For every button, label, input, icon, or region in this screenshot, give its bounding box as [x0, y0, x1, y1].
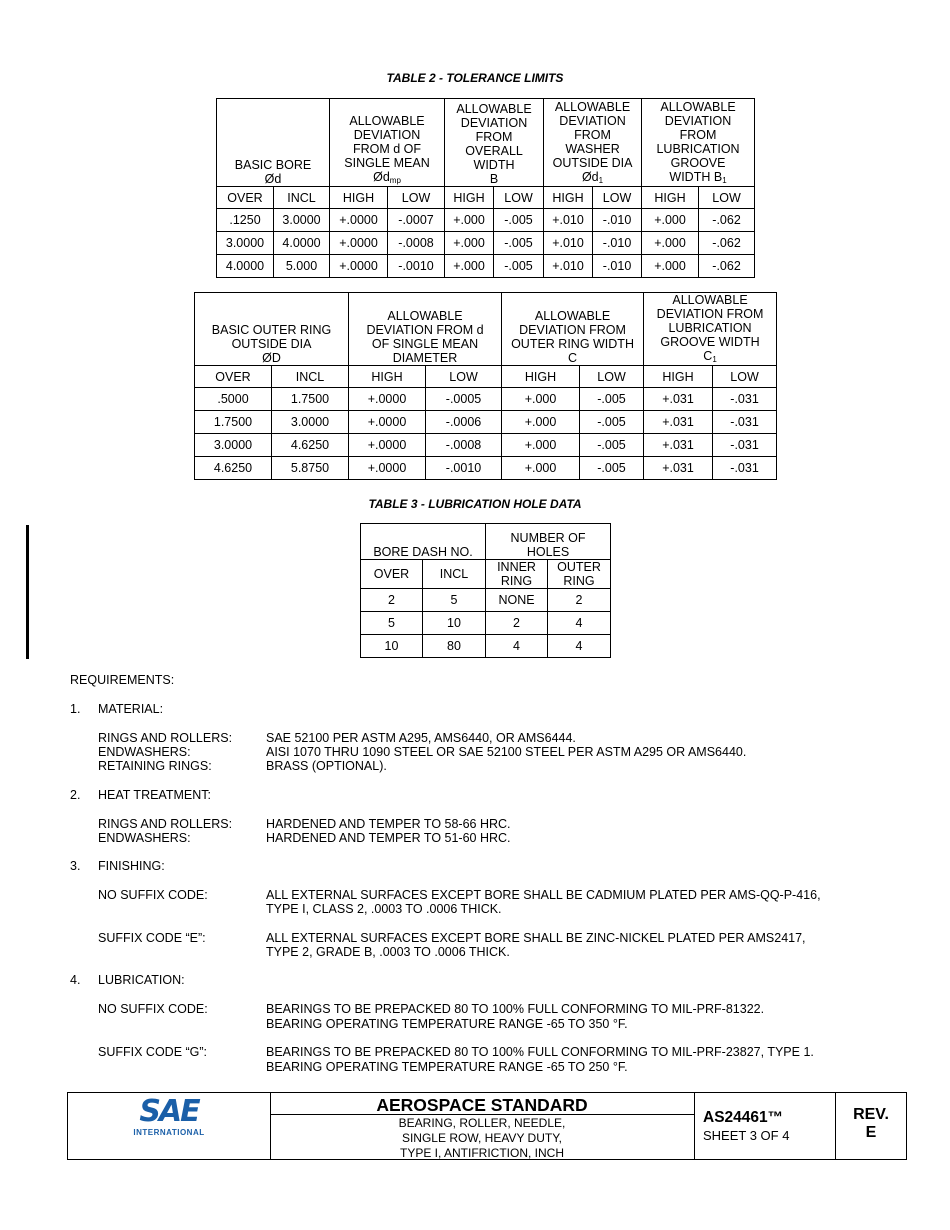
subheader-cell: LOW — [699, 187, 755, 209]
header-outer-ring-width: ALLOWABLE DEVIATION FROM OUTER RING WIDTH C — [502, 293, 644, 366]
table-cell: -.010 — [593, 232, 642, 255]
table-cell: -.005 — [580, 388, 644, 411]
req-value: BEARING OPERATING TEMPERATURE RANGE -65 TO 350 °F. — [266, 1017, 628, 1031]
header-groove-width: ALLOWABLE DEVIATION FROM LUBRICATION GROOVE WIDTH $B_1$ — [642, 99, 755, 187]
table-cell: 4.0000 — [217, 255, 274, 278]
header-single-mean: ALLOWABLE DEVIATION FROM d OF SINGLE MEAN $Ød_{mp}$ — [330, 99, 445, 187]
doc-number-cell — [695, 1093, 836, 1159]
table-cell: +.0000 — [330, 255, 388, 278]
table-row — [195, 434, 777, 457]
req-value: BRASS (OPTIONAL). — [266, 759, 387, 773]
table-row — [195, 457, 777, 480]
subheader-cell: INCL — [274, 187, 330, 209]
table-cell: 5 — [423, 589, 486, 612]
table-subheader-row — [361, 560, 611, 589]
tolerance-table-bore — [216, 98, 755, 278]
table-cell: -.0007 — [388, 209, 445, 232]
table-cell: +.000 — [502, 388, 580, 411]
subheader-cell: LOW — [494, 187, 544, 209]
req-value: BEARINGS TO BE PREPACKED 80 TO 100% FULL CONFORMING TO MIL-PRF-23827, TYPE 1. — [266, 1045, 814, 1059]
table-cell: 3.0000 — [195, 434, 272, 457]
revision-bar — [26, 525, 29, 659]
table-row — [217, 232, 755, 255]
table-cell: +.0000 — [330, 209, 388, 232]
table-cell: -.005 — [580, 411, 644, 434]
table-cell: -.005 — [580, 434, 644, 457]
table-row — [195, 411, 777, 434]
header-single-mean-diameter: ALLOWABLE DEVIATION FROM d OF SINGLE MEAN DIAMETER — [349, 293, 502, 366]
table-row — [217, 255, 755, 278]
table-cell: -.0006 — [426, 411, 502, 434]
table-header-row — [195, 293, 777, 366]
table-cell: +.000 — [642, 209, 699, 232]
table-cell: -.005 — [494, 232, 544, 255]
table-cell: -.0010 — [388, 255, 445, 278]
tolerance-table-outer-ring — [194, 292, 777, 480]
table-row — [217, 209, 755, 232]
subheader-cell: HIGH — [544, 187, 593, 209]
req-label: NO SUFFIX CODE: — [98, 1002, 208, 1016]
document-number: AS24461™ — [703, 1109, 784, 1126]
description-cell — [270, 1093, 695, 1159]
table-cell: +.010 — [544, 232, 593, 255]
req-label: RINGS AND ROLLERS: — [98, 731, 233, 745]
subheader-cell: OVER — [217, 187, 274, 209]
table-row — [361, 635, 611, 658]
subheader-cell: HIGH — [445, 187, 494, 209]
req-value: ALL EXTERNAL SURFACES EXCEPT BORE SHALL BE CADMIUM PLATED PER AMS-QQ-P-416, — [266, 888, 821, 902]
table-cell: 4 — [548, 635, 611, 658]
table2-title: TABLE 2 - TOLERANCE LIMITS — [386, 71, 564, 85]
table-cell: -.0010 — [426, 457, 502, 480]
table-cell: 2 — [486, 612, 548, 635]
req-label: RETAINING RINGS: — [98, 759, 212, 773]
req-label: SUFFIX CODE “G”: — [98, 1045, 208, 1059]
table-cell: -.031 — [713, 434, 777, 457]
section-number: 1. — [70, 702, 81, 716]
table-cell: -.005 — [580, 457, 644, 480]
table-cell: 1.7500 — [272, 388, 349, 411]
req-label: RINGS AND ROLLERS: — [98, 817, 233, 831]
header-outer-ring-od: BASIC OUTER RING OUTSIDE DIA ØD — [195, 293, 349, 366]
subheader-cell: LOW — [426, 366, 502, 388]
subheader-cell: LOW — [713, 366, 777, 388]
table-cell: +.000 — [445, 209, 494, 232]
table-cell: 4.6250 — [272, 434, 349, 457]
requirements-heading: REQUIREMENTS: — [70, 673, 175, 687]
lubrication-hole-table — [360, 523, 611, 658]
req-label: ENDWASHERS: — [98, 831, 191, 845]
table-subheader-row — [195, 366, 777, 388]
subheader-cell: INCL — [423, 560, 486, 589]
subheader-cell: OVER — [361, 560, 423, 589]
req-label: NO SUFFIX CODE: — [98, 888, 208, 902]
subheader-cell: LOW — [593, 187, 642, 209]
table-subheader-row — [217, 187, 755, 209]
table-cell: +.0000 — [349, 434, 426, 457]
table-cell: .5000 — [195, 388, 272, 411]
table-cell: -.005 — [494, 209, 544, 232]
table-cell: +.0000 — [349, 411, 426, 434]
subheader-cell: HIGH — [330, 187, 388, 209]
description-line: SINGLE ROW, HEAVY DUTY, — [401, 1131, 563, 1145]
subheader-cell: HIGH — [349, 366, 426, 388]
subheader-cell: INCL — [272, 366, 349, 388]
table-cell: -.0005 — [426, 388, 502, 411]
req-value: TYPE I, CLASS 2, .0003 TO .0006 THICK. — [266, 902, 502, 916]
req-value: HARDENED AND TEMPER TO 58-66 HRC. — [266, 817, 511, 831]
section-number: 3. — [70, 859, 81, 873]
table-cell: +.010 — [544, 209, 593, 232]
table-header-row — [217, 99, 755, 187]
section-title: HEAT TREATMENT: — [98, 788, 211, 802]
table-cell: +.031 — [644, 411, 713, 434]
table-cell: -.031 — [713, 457, 777, 480]
table-cell: 4.6250 — [195, 457, 272, 480]
table-cell: +.000 — [502, 434, 580, 457]
table-cell: 2 — [361, 589, 423, 612]
table-cell: -.062 — [699, 209, 755, 232]
table-cell: +.0000 — [349, 388, 426, 411]
table-cell: +.000 — [502, 411, 580, 434]
subheader-cell: HIGH — [642, 187, 699, 209]
table-cell: 1.7500 — [195, 411, 272, 434]
table-cell: 80 — [423, 635, 486, 658]
standard-title: AEROSPACE STANDARD — [270, 1093, 694, 1115]
table-row — [361, 589, 611, 612]
subheader-cell: LOW — [388, 187, 445, 209]
header-number-of-holes: NUMBER OF HOLES — [486, 524, 611, 560]
table-cell: -.0008 — [426, 434, 502, 457]
table-cell: +.000 — [445, 255, 494, 278]
subheader-cell: LOW — [580, 366, 644, 388]
table-cell: -.005 — [494, 255, 544, 278]
table-cell: 4 — [486, 635, 548, 658]
table-cell: +.000 — [642, 255, 699, 278]
table-row — [195, 388, 777, 411]
sae-logo-mark: SAE — [139, 1094, 199, 1129]
req-value: SAE 52100 PER ASTM A295, AMS6440, OR AMS6444. — [266, 731, 576, 745]
table-cell: +.0000 — [349, 457, 426, 480]
table-cell: +.031 — [644, 434, 713, 457]
table-cell: -.062 — [699, 255, 755, 278]
req-value: TYPE 2, GRADE B, .0003 TO .0006 THICK. — [266, 945, 510, 959]
table-cell: 3.0000 — [274, 209, 330, 232]
revision-value: E — [865, 1124, 877, 1141]
table-cell: 4.0000 — [274, 232, 330, 255]
table-cell: 2 — [548, 589, 611, 612]
section-number: 2. — [70, 788, 81, 802]
revision-cell — [836, 1093, 906, 1159]
table-cell: +.000 — [445, 232, 494, 255]
header-bore-dash-no: BORE DASH NO. — [361, 524, 486, 560]
section-title: FINISHING: — [98, 859, 165, 873]
sae-logo — [68, 1094, 270, 1137]
table-cell: 3.0000 — [272, 411, 349, 434]
subheader-cell: OUTER RING — [548, 560, 611, 589]
table-cell: -.0008 — [388, 232, 445, 255]
table-cell: -.062 — [699, 232, 755, 255]
logo-cell — [68, 1093, 271, 1159]
table-cell: NONE — [486, 589, 548, 612]
table-cell: -.031 — [713, 388, 777, 411]
section-title: MATERIAL: — [98, 702, 164, 716]
sheet-number: SHEET 3 OF 4 — [703, 1128, 790, 1143]
table-cell: 5.000 — [274, 255, 330, 278]
table-cell: -.010 — [593, 255, 642, 278]
req-label: SUFFIX CODE “E”: — [98, 931, 206, 945]
header-groove-width: ALLOWABLE DEVIATION FROM LUBRICATION GROOVE WIDTH $C_1$ — [644, 293, 777, 366]
table-cell: -.010 — [593, 209, 642, 232]
req-value: HARDENED AND TEMPER TO 51-60 HRC. — [266, 831, 511, 845]
table-cell: 10 — [361, 635, 423, 658]
req-value: BEARING OPERATING TEMPERATURE RANGE -65 TO 250 °F. — [266, 1060, 628, 1074]
table-cell: 10 — [423, 612, 486, 635]
req-label: ENDWASHERS: — [98, 745, 191, 759]
req-value: BEARINGS TO BE PREPACKED 80 TO 100% FULL CONFORMING TO MIL-PRF-81322. — [266, 1002, 765, 1016]
table-cell: +.031 — [644, 457, 713, 480]
table-header-row — [361, 524, 611, 560]
table-cell: +.0000 — [330, 232, 388, 255]
table-cell: +.010 — [544, 255, 593, 278]
header-washer-od: ALLOWABLE DEVIATION FROM WASHER OUTSIDE DIA $Ød_1$ — [544, 99, 642, 187]
subheader-cell: HIGH — [644, 366, 713, 388]
req-value: ALL EXTERNAL SURFACES EXCEPT BORE SHALL BE ZINC-NICKEL PLATED PER AMS2417, — [266, 931, 806, 945]
table-cell: +.000 — [642, 232, 699, 255]
subheader-cell: HIGH — [502, 366, 580, 388]
table-cell: +.031 — [644, 388, 713, 411]
table-cell: 3.0000 — [217, 232, 274, 255]
table3-title: TABLE 3 - LUBRICATION HOLE DATA — [368, 497, 582, 511]
section-title: LUBRICATION: — [98, 973, 185, 987]
title-block — [67, 1092, 907, 1160]
description-line: BEARING, ROLLER, NEEDLE, — [398, 1116, 566, 1130]
table-cell: 5 — [361, 612, 423, 635]
sae-logo-subtext: INTERNATIONAL — [133, 1128, 205, 1137]
description-line: TYPE I, ANTIFRICTION, INCH — [399, 1146, 564, 1160]
subheader-cell: INNER RING — [486, 560, 548, 589]
revision-label: REV. — [853, 1106, 889, 1123]
header-basic-bore: BASIC BORE Ød — [217, 99, 330, 187]
section-number: 4. — [70, 973, 81, 987]
table-cell: -.031 — [713, 411, 777, 434]
subheader-cell: OVER — [195, 366, 272, 388]
table-cell: 4 — [548, 612, 611, 635]
table-cell: .1250 — [217, 209, 274, 232]
table-cell: 5.8750 — [272, 457, 349, 480]
table-row — [361, 612, 611, 635]
table-cell: +.000 — [502, 457, 580, 480]
req-value: AISI 1070 THRU 1090 STEEL OR SAE 52100 STEEL PER ASTM A295 OR AMS6440. — [266, 745, 747, 759]
header-overall-width: ALLOWABLE DEVIATION FROM OVERALL WIDTH B — [445, 99, 544, 187]
